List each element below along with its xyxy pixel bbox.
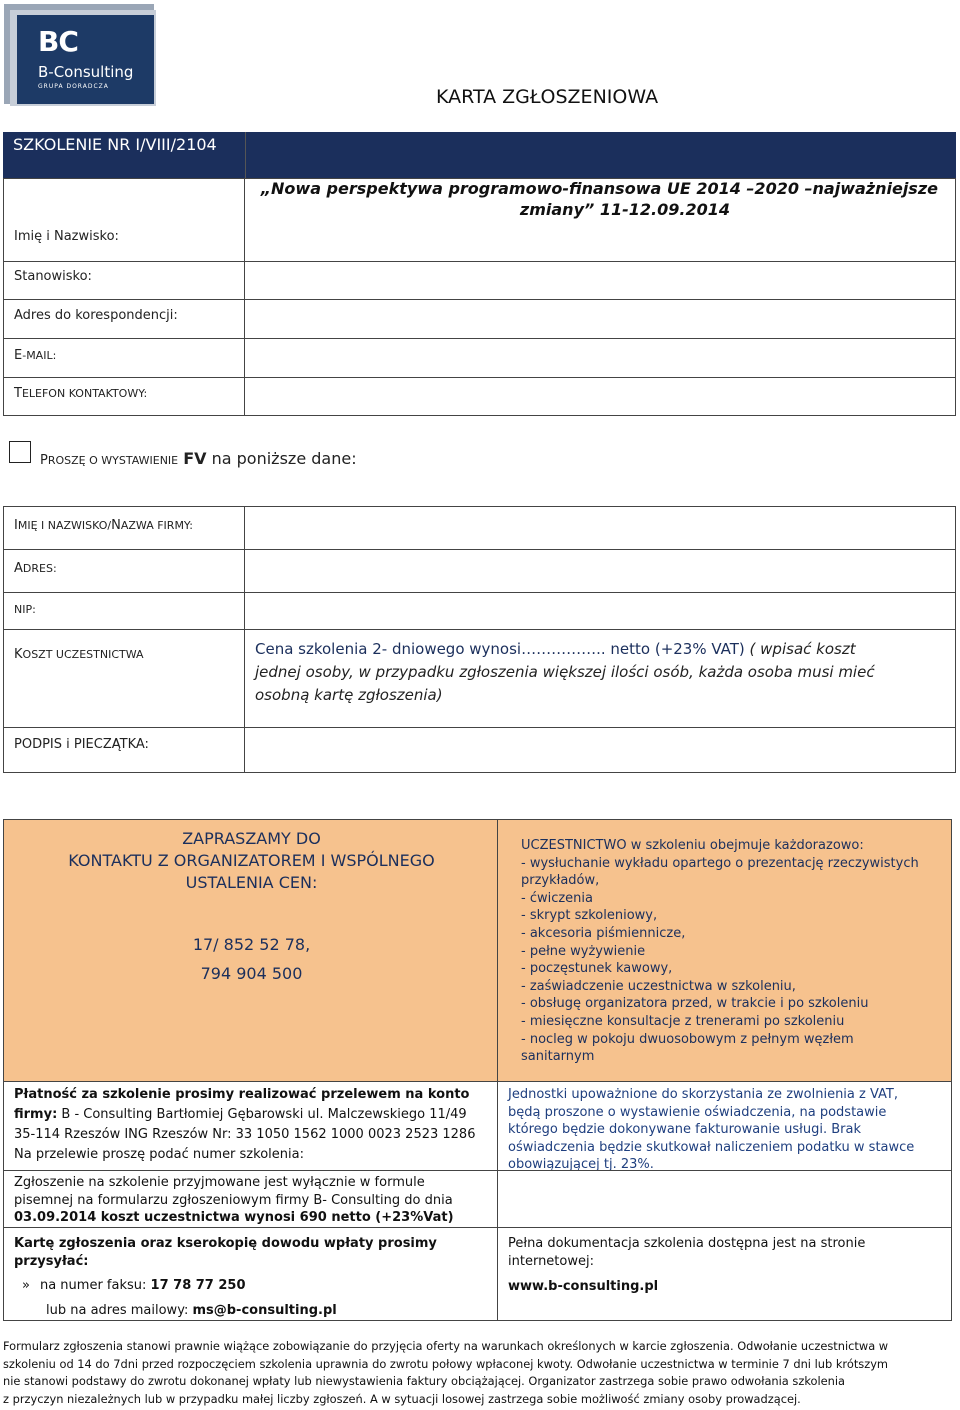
includes-item: - obsługę organizatora przed, w trakcie i po szkoleniu [521, 996, 869, 1012]
includes-item: - poczęstunek kawowy, [521, 961, 673, 977]
name-label: Imię i Nazwisko: [14, 229, 119, 244]
logo-name: B-Consulting [38, 63, 134, 81]
invoice-address-label-cell [3, 549, 245, 593]
divider [245, 132, 246, 178]
includes-item: - ćwiczenia [521, 890, 594, 906]
empty-cell [497, 1170, 952, 1228]
nip-label-cell [3, 592, 245, 630]
logo-initials: BC [38, 25, 78, 58]
includes-item: - wysłuchanie wykładu opartego o prezentację rzeczywistych [521, 855, 919, 871]
includes-item: - nocleg w pokoju dwuosobowym z pełnym węzłem [521, 1031, 854, 1047]
deadline-info: Zgłoszenie na szkolenie przyjmowane jest wyłącznie w formule pisemnej na formularzu zgłoszeniowym firmy B- Consulting do dnia 03.09.2014 koszt uczestnictwa wynosi 690 netto (+23%Vat) [14, 1175, 454, 1226]
email-field[interactable] [245, 338, 956, 378]
course-name-line1: „Nowa perspektywa programowo-finansowa UE 2014 –2020 –najważniejsze [260, 179, 938, 198]
cost-label-cell [3, 629, 245, 728]
includes-item: - skrypt szkoleniowy, [521, 908, 658, 924]
mail-link[interactable]: ms@b-consulting.pl [192, 1303, 337, 1318]
vat-box [497, 1081, 952, 1171]
send-heading: Kartę zgłoszenia oraz kserokopię dowodu wpłaty prosimy przysyłać: [14, 1236, 437, 1269]
company-logo [17, 15, 154, 104]
cost-description [255, 638, 945, 707]
includes-box [497, 819, 952, 1082]
signature-label: PODPIS i PIECZĄTKA: [14, 737, 149, 752]
contact-invite: ZAPRASZAMY DO KONTAKTU Z ORGANIZATOREM I WSPÓLNEGO USTALENIA CEN: [68, 829, 435, 892]
includes-heading: UCZESTNICTWO w szkoleniu obejmuje każdorazowo: [521, 838, 864, 853]
deadline-box [3, 1170, 498, 1228]
includes-item: - miesięczne konsultacje z trenerami po szkoleniu [521, 1013, 845, 1029]
payment-note: Na przelewie proszę podać numer szkolenia: [14, 1147, 304, 1162]
position-label: Stanowisko: [14, 269, 92, 284]
company-label: IMIĘ I NAZWISKO/NAZWA FIRMY: [14, 518, 193, 533]
email-label-cell [3, 338, 245, 378]
position-label-cell [3, 261, 245, 300]
contact-box [3, 819, 498, 1082]
invoice-checkbox[interactable] [9, 441, 31, 463]
payment-account: 35-114 Rzeszów ING Rzeszów Nr: 33 1050 1562 1000 0023 2523 1286 [14, 1127, 476, 1142]
mail-line: lub na adres mailowy: ms@b-consulting.pl [46, 1303, 337, 1318]
includes-list [521, 837, 946, 1066]
payment-line2: firmy: B - Consulting Bartłomiej Gębarowski ul. Malczewskiego 11/49 [14, 1107, 467, 1122]
phone-label-cell [3, 377, 245, 416]
course-name-line2: zmiany” 11-12.09.2014 [519, 200, 730, 219]
phone-field[interactable] [245, 377, 956, 416]
footer-terms: Formularz zgłoszenia stanowi prawnie wiążące zobowiązanie do przyjęcia oferty na warunkach określonych w karcie zgłoszenia. Odwołanie uczestnictwa w szkoleniu od 14 do 7dni przed rozpoczęciem szkolenia uprawnia do zwrotu połowy wpłaconej kwoty. Odwołanie uczestnictwa w terminie 7 dni lub krótszym nie stanowi podstawy do zwrotu dokonanej wpłaty lub niewystawienia faktury obciążającej. Organizator zastrzega sobie prawo odwołania szkolenia z przyczyn niezależnych lub w przypadku małej liczby zgłoszeń. A w sytuacji losowej zastrzega sobie możliwość zmiany osoby prowadzącej. [3, 1339, 889, 1406]
bullet-icon: » [22, 1278, 30, 1293]
position-field[interactable] [245, 261, 956, 300]
contact-phone-1: 17/ 852 52 78, [192, 935, 311, 954]
fax-line: » na numer faksu: 17 78 77 250 [22, 1278, 246, 1293]
vat-info: Jednostki upoważnione do skorzystania ze zwolnienia z VAT, będą proszone o wystawienie oświadczenia, na podstawie którego będzie dokonywane fakturowanie usługi. Brak oświadczenia będzie skutkował naliczeniem podatku w stawce obowiązującej tj. 23%. [508, 1087, 915, 1173]
includes-item: - pełne wyżywienie [521, 943, 646, 959]
includes-item: - akcesoria piśmiennicze, [521, 925, 686, 941]
name-label-cell [3, 178, 245, 262]
name-field[interactable] [245, 178, 956, 262]
payment-info [14, 1085, 492, 1165]
contact-phones [4, 930, 499, 988]
page-title: KARTA ZGŁOSZENIOWA [436, 86, 659, 108]
signature-label-cell [3, 727, 245, 773]
includes-item: przykładów, [521, 873, 600, 889]
includes-item: sanitarnym [521, 1049, 595, 1065]
payment-box [3, 1081, 498, 1171]
fax-number: 17 78 77 250 [150, 1278, 246, 1293]
includes-item: - zaświadczenie uczestnictwa w szkoleniu, [521, 978, 796, 994]
company-label-cell [3, 506, 245, 550]
cost-line1: Cena szkolenia 2- dniowego wynosi…………….. netto (+23% VAT) ( wpisać koszt [255, 640, 856, 658]
send-box [3, 1227, 498, 1321]
invoice-request-label: PROSZĘ O WYSTAWIENIE FV na poniższe dane: [40, 449, 357, 468]
course-number: SZKOLENIE NR I/VIII/2104 [13, 135, 217, 154]
invoice-address-field[interactable] [245, 549, 956, 593]
nip-label: NIP: [14, 603, 36, 616]
docs-info: Pełna dokumentacja szkolenia dostępna jest na stronie internetowej: [508, 1236, 866, 1269]
address-field[interactable] [245, 299, 956, 339]
company-field[interactable] [245, 506, 956, 550]
signature-field[interactable] [245, 727, 956, 773]
phone-label: TELEFON KONTAKTOWY: [14, 386, 148, 401]
cost-line2: jednej osoby, w przypadku zgłoszenia większej ilości osób, każda osoba musi mieć [255, 663, 875, 681]
email-label: E-MAIL: [14, 348, 57, 363]
address-label-cell [3, 299, 245, 339]
cost-line3: osobną kartę zgłoszenia) [255, 686, 443, 704]
contact-phone-2: 794 904 500 [200, 964, 303, 983]
docs-box [497, 1227, 952, 1321]
address-label: Adres do korespondencji: [14, 308, 178, 323]
payment-line1: Płatność za szkolenie prosimy realizować przelewem na konto [14, 1087, 470, 1102]
cost-label: KOSZT UCZESTNICTWA [14, 647, 144, 662]
nip-field[interactable] [245, 592, 956, 630]
invoice-address-label: ADRES: [14, 561, 57, 576]
logo-tagline: GRUPA DORADCZA [38, 83, 109, 90]
website-link[interactable]: www.b-consulting.pl [508, 1279, 659, 1294]
